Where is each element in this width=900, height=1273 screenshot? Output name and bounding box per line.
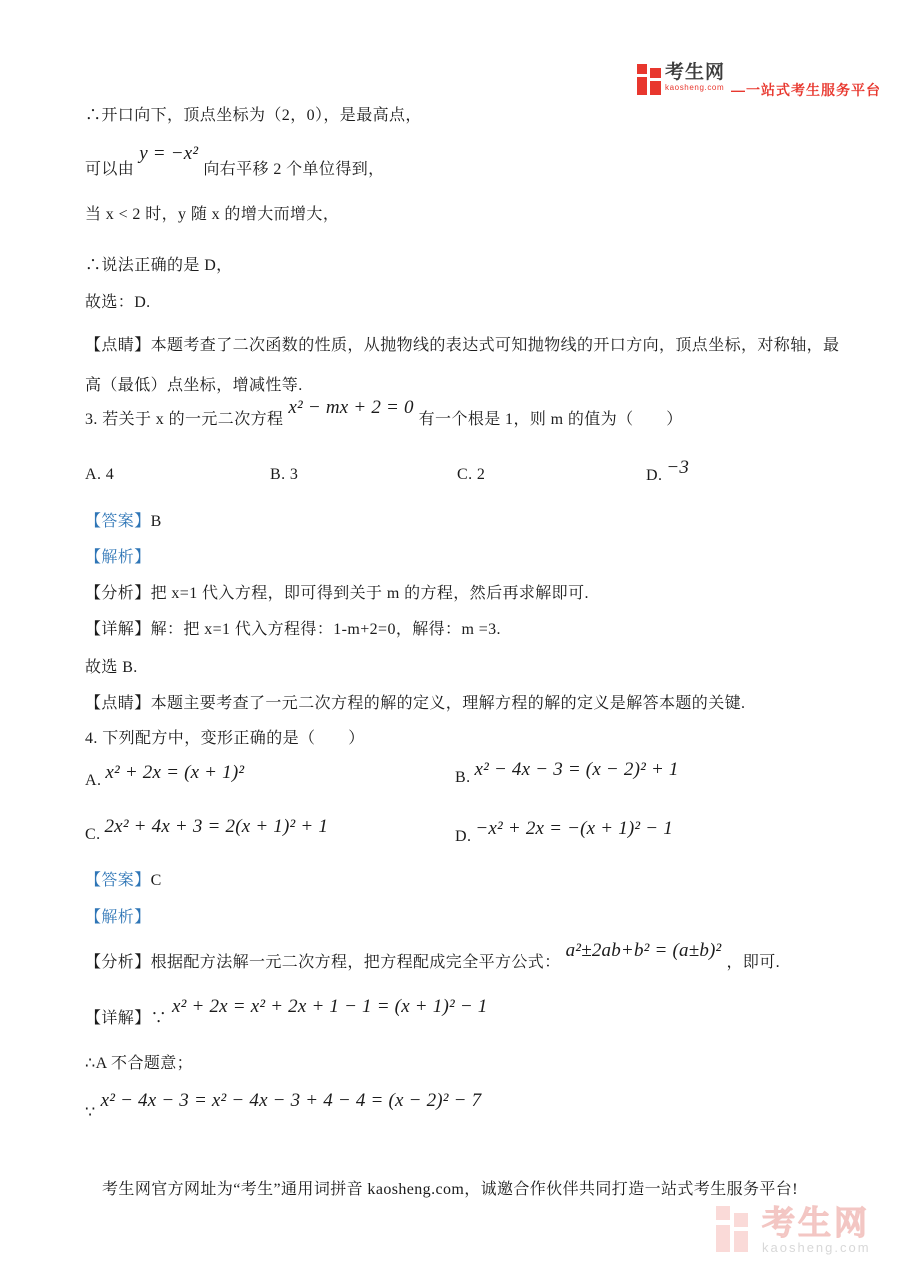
q4-answer [85, 869, 162, 893]
q4-analysis-label: 【解析】 [85, 909, 151, 926]
q3-option-d [646, 457, 693, 488]
question-4-stem: 4. 下列配方中，变形正确的是（ ） [85, 730, 365, 747]
formula-detail-2: x² − 4x − 3 = x² − 4x − 3 + 4 − 4 = (x − 2)² − 7 [100, 1090, 482, 1111]
sol2-line-1: ∴开口向下，顶点坐标为（2，0），是最高点， [85, 107, 422, 124]
logo-text-block [665, 62, 725, 93]
q3-option-c-label: C. [457, 466, 473, 483]
q4-not-a: ∴A 不合题意； [85, 1055, 194, 1072]
kaosheng-watermark [716, 1206, 871, 1255]
q4-option-d-formula: −x² + 2x = −(x + 1)² − 1 [475, 818, 673, 839]
q3-option-c [457, 463, 485, 487]
q3-answer-label: 【答案】 [85, 513, 151, 530]
q3-option-d-label: D. [646, 467, 663, 484]
formula-detail-1: x² + 2x = x² + 2x + 1 − 1 = (x + 1)² − 1 [172, 996, 488, 1017]
watermark-brand: 考生网 [762, 1204, 870, 1241]
q3-option-c-value: 2 [476, 466, 486, 483]
q4-detail-2 [85, 1090, 486, 1125]
footer-text: 考生网官方网址为“考生”通用词拼音 kaosheng.com，诚邀合作伙伴共同打造一站式考生服务平台! [102, 1181, 798, 1198]
sol2-note [85, 326, 839, 406]
formula-y-eq-neg-x2: y = −x² [139, 143, 199, 164]
q4-option-c-formula: 2x² + 4x + 3 = 2(x + 1)² + 1 [104, 816, 329, 837]
q4-option-c [85, 816, 332, 847]
q4-detail [85, 996, 493, 1031]
q3-detail: 【详解】解：把 x=1 代入方程得：1-m+2=0，解得：m =3. [85, 621, 501, 638]
q4-answer-label: 【答案】 [85, 872, 151, 889]
sol2-line2-prefix: 可以由 [85, 161, 135, 178]
sol2-conclusion: 故选：D. [85, 294, 151, 311]
q4-option-d [455, 818, 677, 849]
q4-analysis-prefix: 【分析】根据配方法解一元二次方程，把方程配成完全平方公式： [85, 954, 561, 971]
q3-option-b-label: B. [270, 466, 286, 483]
sol2-line2-suffix: 向右平移 2 个单位得到， [203, 161, 385, 178]
logo-brand-name: 考生网 [665, 62, 726, 83]
q4-option-b-formula: x² − 4x − 3 = (x − 2)² + 1 [474, 759, 679, 780]
watermark-domain: kaosheng.com [762, 1240, 871, 1255]
watermark-text-block [762, 1206, 871, 1255]
q3-option-a [85, 463, 114, 487]
q3-note: 【点睛】本题主要考查了一元二次方程的解的定义，理解方程的解的定义是解答本题的关键. [85, 695, 746, 712]
formula-perfect-square: a²±2ab+b² = (a±b)² [565, 940, 722, 961]
sol2-line-2 [85, 143, 385, 182]
q3-answer-value: B [150, 513, 162, 530]
kaosheng-logo [637, 62, 881, 100]
kaosheng-logo-icon [637, 62, 661, 95]
q4-detail-label: 【详解】 [85, 1010, 151, 1027]
question-3-stem [85, 397, 683, 432]
q3-option-a-value: 4 [105, 466, 115, 483]
q4-analysis [85, 940, 781, 975]
q4-option-a-formula: x² + 2x = (x + 1)² [105, 762, 245, 783]
q4-option-b [455, 759, 683, 790]
q3-conclusion: 故选 B. [85, 659, 138, 676]
q3-option-d-value: −3 [666, 457, 690, 478]
sol2-note-line2: 高（最低）点坐标，增减性等. [85, 377, 303, 394]
q4-answer-value: C [150, 872, 162, 889]
because-symbol-2: ∵ [85, 1104, 96, 1121]
sol2-note-line1: 【点睛】本题考查了二次函数的性质，从抛物线的表达式可知抛物线的开口方向，顶点坐标，对称轴，最 [85, 337, 840, 354]
q3-stem-suffix: 有一个根是 1，则 m 的值为（ ） [418, 411, 683, 428]
q4-analysis-suffix: ，即可. [726, 954, 781, 971]
q3-option-b-value: 3 [289, 466, 299, 483]
logo-tagline: —一站式考生服务平台 [731, 82, 882, 98]
because-symbol-1: ∵ [150, 1010, 168, 1027]
q3-stem-prefix: 3. 若关于 x 的一元二次方程 [85, 411, 284, 428]
q3-answer [85, 510, 162, 534]
formula-x2-mx-2: x² − mx + 2 = 0 [288, 397, 414, 418]
q3-option-b [270, 463, 298, 487]
q3-analysis: 【分析】把 x=1 代入方程，即可得到关于 m 的方程，然后再求解即可. [85, 585, 589, 602]
q4-option-a-label: A. [85, 772, 102, 789]
q3-analysis-label: 【解析】 [85, 549, 151, 566]
q4-option-b-label: B. [455, 769, 471, 786]
q4-option-c-label: C. [85, 826, 101, 843]
q3-option-a-label: A. [85, 466, 102, 483]
q4-option-d-label: D. [455, 828, 472, 845]
kaosheng-watermark-icon [716, 1206, 749, 1252]
sol2-line-3: 当 x < 2 时，y 随 x 的增大而增大， [85, 206, 340, 223]
q4-option-a [85, 762, 248, 793]
logo-domain: kaosheng.com [665, 83, 725, 92]
sol2-line-4: ∴说法正确的是 D， [85, 257, 233, 274]
